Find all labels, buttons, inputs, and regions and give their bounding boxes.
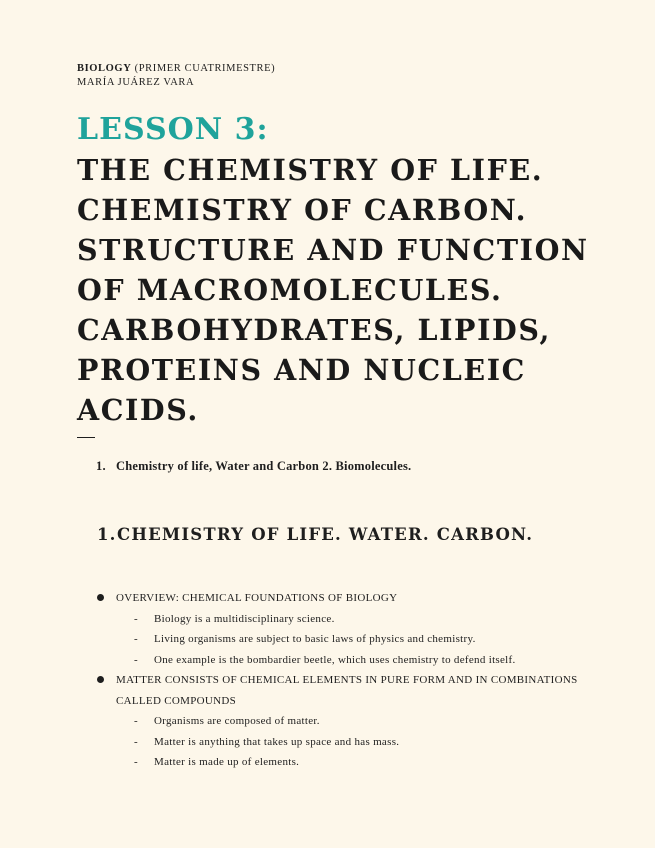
title-divider [77,437,95,438]
outline-subitem-text: One example is the bombardier beetle, which uses chemistry to defend itself. [154,653,516,666]
lesson-title-line: STRUCTURE AND FUNCTION [77,233,589,267]
table-of-contents [96,459,411,474]
lesson-label: LESSON 3: [77,112,269,147]
lesson-title-line: OF MACROMOLECULES. [77,273,503,307]
header-term: (PRIMER CUATRIMESTRE) [134,63,276,74]
outline-subitem-text: Living organisms are subject to basic laws of physics and chemistry. [154,633,476,645]
lesson-title-line: ACIDS. [77,393,199,427]
bullet-dot-icon [97,594,104,601]
outline-subitem [96,752,596,773]
header-course-line [77,62,275,76]
lesson-title [77,150,617,430]
dash-marker: - [134,715,138,727]
header-subject: BIOLOGY [77,63,132,74]
lesson-title-line: PROTEINS AND NUCLEIC [77,353,526,387]
dash-marker: - [134,633,138,645]
outline-subitem [96,711,596,732]
lesson-title-line: THE CHEMISTRY OF LIFE. [77,153,544,187]
toc-number: 1. [96,459,106,473]
outline-bullet-text: OVERVIEW: CHEMICAL FOUNDATIONS OF BIOLOGY [116,592,398,604]
toc-text: Chemistry of life, Water and Carbon 2. Biomolecules. [116,459,412,473]
header-author: MARÍA JUÁREZ VARA [77,77,195,88]
outline-subitem-text: Matter is made up of elements. [154,756,300,768]
bullet-dot-icon [97,676,104,683]
dash-marker: - [134,612,138,625]
outline-list [96,588,596,773]
lesson-title-line: CARBOHYDRATES, LIPIDS, [77,313,552,347]
section-number: 1. [97,525,117,544]
outline-subitem [96,732,596,753]
outline-bullet-text: MATTER CONSISTS OF CHEMICAL ELEMENTS IN PURE FORM AND IN COMBINATIONS CALLED COMPOUNDS [116,674,578,707]
lesson-title-line: CHEMISTRY OF CARBON. [77,193,528,227]
outline-subitem-text: Matter is anything that takes up space and has mass. [154,735,400,748]
document-header [77,62,275,90]
outline-subitem [96,629,596,650]
section-title: CHEMISTRY OF LIFE. WATER. CARBON. [117,525,534,544]
dash-marker: - [134,653,138,666]
dash-marker: - [134,735,138,748]
outline-bullet [96,670,596,711]
outline-subitem-text: Biology is a multidisciplinary science. [154,612,335,625]
outline-subitem-text: Organisms are composed of matter. [154,715,320,727]
outline-subitem [96,650,596,671]
outline-subitem [96,609,596,630]
outline-bullet [96,588,596,609]
section-heading [97,525,533,544]
dash-marker: - [134,756,138,768]
